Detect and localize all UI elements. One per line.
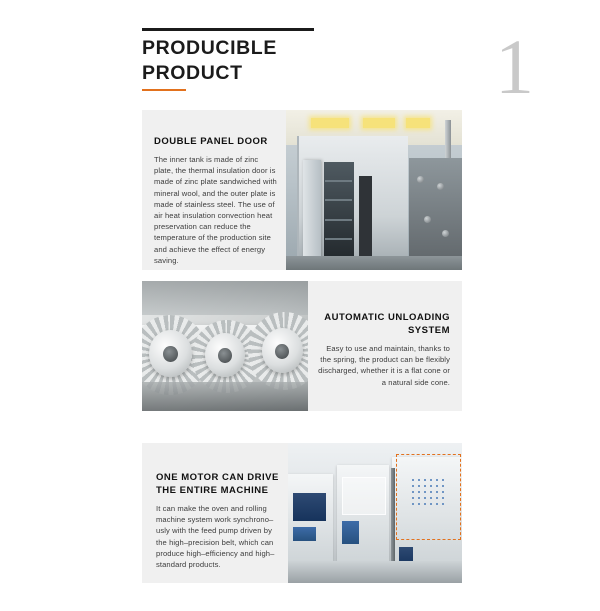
photo2-gear-hub [205, 333, 245, 377]
feature-body-2: Easy to use and maintain, thanks to the spring, the product can be flexibly discharged, whether it is a flat cone or a natural side cone. [318, 344, 450, 387]
page-title-line-2: PRODUCT [142, 62, 243, 84]
photo3-blue-panel [342, 521, 359, 543]
photo2-top-shadow [142, 281, 308, 315]
feature-block-one-motor-drive [142, 443, 462, 583]
photo3-dot-pattern [410, 477, 448, 508]
accent-rule [142, 89, 186, 91]
photo1-lamp-icon [311, 118, 350, 128]
photo2-gear-hub [262, 328, 304, 374]
photo1-oven-body [297, 136, 408, 270]
feature-title-3: ONE MOTOR CAN DRIVE THE ENTIRE MACHINE [156, 472, 279, 496]
photo1-lamp-icon [406, 118, 431, 128]
feature-body-3: It can make the oven and rolling machine system work synchrono–usly with the feed pump driven by the high–precision belt, which can produce high–efficiency and high–standard products. [156, 504, 275, 570]
photo1-dark-panel [359, 176, 372, 259]
gear-sprocket-photo [142, 281, 308, 411]
photo1-open-door [303, 160, 322, 265]
feature-text-1 [154, 110, 278, 295]
oven-double-door-photo [286, 110, 462, 270]
page-title [142, 36, 412, 86]
feature-block-automatic-unloading [142, 281, 462, 411]
section-number: 1 [495, 23, 534, 110]
photo1-oven-cavity [324, 162, 355, 259]
production-line-photo [288, 443, 462, 583]
photo3-blue-panel [293, 493, 326, 521]
photo3-floor [288, 561, 462, 583]
photo3-blue-panel [293, 527, 316, 541]
feature-text-2 [318, 281, 450, 441]
page-title-line-1: PRODUCIBLE [142, 37, 277, 59]
photo1-floor [286, 256, 462, 270]
photo2-bottom-shadow [142, 382, 308, 411]
feature-title-2: AUTOMATIC UNLOADING SYSTEM [324, 312, 450, 336]
photo2-gear-hub [149, 330, 192, 377]
title-top-rule [142, 28, 314, 31]
photo1-side-machine [409, 158, 462, 270]
feature-body-1: The inner tank is made of zinc plate, the thermal insulation door is made of zinc plate sandwiched with mineral wool, and the outer plate is made of stainless steel. The use of air heat insulation convection heat preservation can reduce the temperature of the production site and achieve the effect of energy saving. [154, 155, 277, 265]
feature-text-3 [156, 443, 280, 611]
photo1-lamp-icon [363, 118, 395, 128]
feature-block-double-panel-door [142, 110, 462, 270]
feature-title-1: DOUBLE PANEL DOOR [154, 136, 268, 147]
page-header [142, 22, 562, 110]
photo3-support-post [391, 468, 395, 574]
photo3-glass-window [342, 477, 386, 515]
